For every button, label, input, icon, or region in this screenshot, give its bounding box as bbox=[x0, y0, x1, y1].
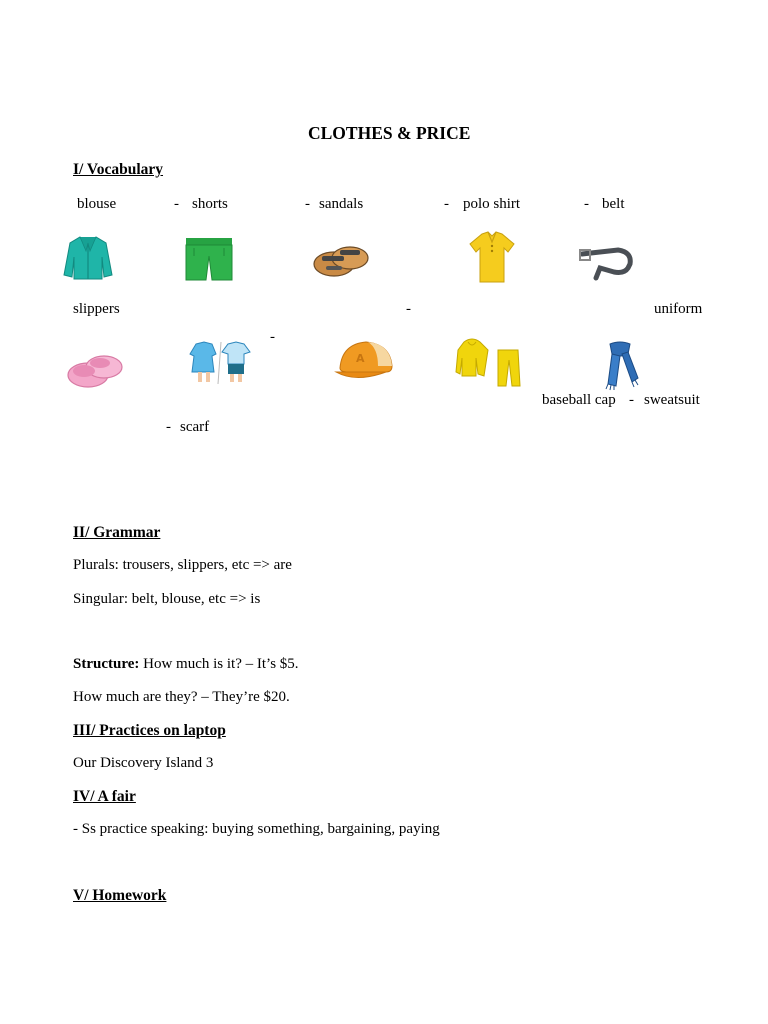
word-separator: - bbox=[629, 392, 634, 408]
word-polo-shirt: polo shirt bbox=[463, 196, 521, 212]
homework-heading: V/ Homework bbox=[73, 887, 167, 904]
word-sweatsuit: sweatsuit bbox=[644, 392, 700, 408]
word-separator: - bbox=[270, 329, 275, 345]
word-baseball-cap: baseball cap bbox=[542, 392, 616, 408]
sweatsuit-icon bbox=[454, 336, 526, 388]
practices-text: Our Discovery Island 3 bbox=[73, 755, 214, 771]
word-separator: - bbox=[406, 301, 411, 317]
vocabulary-heading: I/ Vocabulary bbox=[73, 161, 164, 178]
word-slippers: slippers bbox=[73, 301, 120, 317]
word-separator: - bbox=[444, 196, 449, 212]
structure-line bbox=[73, 657, 299, 672]
structure-label: Structure: bbox=[73, 656, 140, 672]
sandals-icon bbox=[312, 236, 370, 282]
shorts-icon bbox=[184, 236, 234, 282]
word-scarf: scarf bbox=[180, 419, 210, 435]
structure-text: How much is it? – It’s $5. bbox=[139, 656, 299, 672]
grammar-heading: II/ Grammar bbox=[73, 524, 161, 541]
word-belt: belt bbox=[602, 196, 625, 212]
word-separator: - bbox=[584, 196, 589, 212]
word-shorts: shorts bbox=[192, 196, 228, 212]
word-sandals: sandals bbox=[319, 196, 364, 212]
word-separator: - bbox=[174, 196, 179, 212]
practices-heading: III/ Practices on laptop bbox=[73, 722, 226, 739]
word-blouse: blouse bbox=[77, 196, 117, 212]
baseball-cap-icon bbox=[334, 338, 396, 386]
grammar-plurals: Plurals: trousers, slippers, etc => are bbox=[73, 557, 292, 573]
page-title: CLOTHES & PRICE bbox=[308, 123, 471, 143]
svg-text:A: A bbox=[356, 352, 365, 365]
fair-text: - Ss practice speaking: buying something, bargaining, paying bbox=[73, 821, 440, 837]
belt-icon bbox=[578, 244, 634, 282]
scarf-icon bbox=[600, 340, 642, 390]
grammar-singular: Singular: belt, blouse, etc => is bbox=[73, 591, 261, 607]
slippers-icon bbox=[64, 345, 126, 391]
word-uniform: uniform bbox=[654, 301, 703, 317]
polo-shirt-icon bbox=[468, 230, 516, 284]
word-separator: - bbox=[305, 196, 310, 212]
structure-line-2: How much are they? – They’re $20. bbox=[73, 689, 290, 705]
word-separator: - bbox=[166, 419, 171, 435]
blouse-icon bbox=[62, 235, 114, 281]
uniform-icon bbox=[188, 340, 254, 386]
fair-heading: IV/ A fair bbox=[73, 788, 136, 805]
